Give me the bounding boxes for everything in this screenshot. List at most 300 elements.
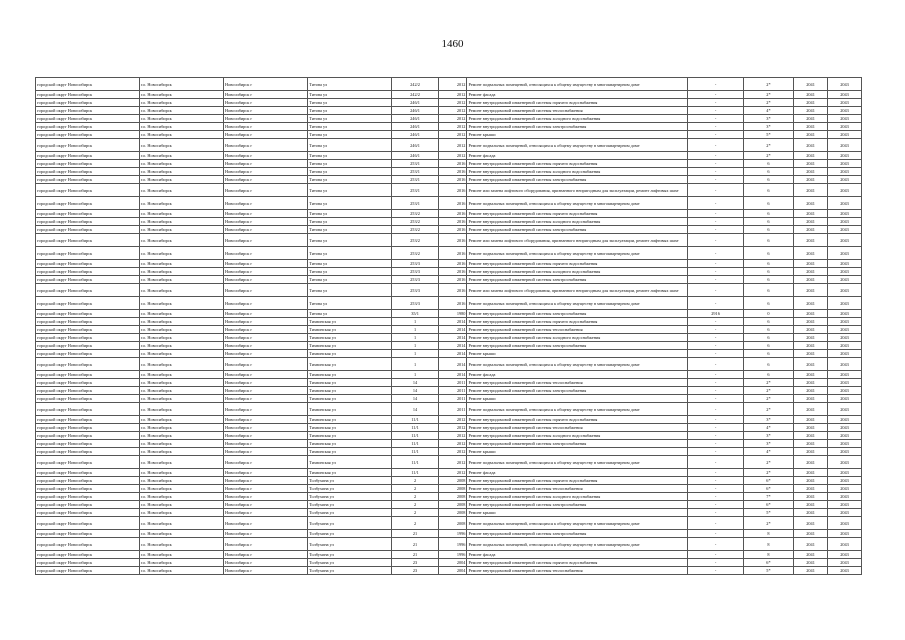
- cell-end-year: 2043: [828, 131, 862, 139]
- cell-locality: Новосибирск г: [223, 91, 307, 99]
- cell-municipality: г.о. Новосибирск: [139, 387, 223, 395]
- cell-end-year: 2043: [828, 517, 862, 530]
- cell-work-type: Ремонт крыши: [467, 350, 688, 358]
- cell-municipality: г.о. Новосибирск: [139, 358, 223, 371]
- cell-amount: -: [688, 485, 743, 493]
- table-row: [36, 342, 862, 350]
- cell-locality: Новосибирск г: [223, 448, 307, 456]
- cell-district: городской округ Новосибирск: [36, 551, 140, 559]
- cell-street: Титова ул: [308, 91, 392, 99]
- cell-amount: -: [688, 160, 743, 168]
- cell-house: 253/2: [392, 234, 438, 247]
- cell-locality: Новосибирск г: [223, 517, 307, 530]
- cell-house: 14: [392, 395, 438, 403]
- cell-locality: Новосибирск г: [223, 234, 307, 247]
- cell-work-type: Ремонт подвальных помещений, относящихся к общему имуществу в многоквартирном доме: [467, 197, 688, 210]
- cell-mark: 6: [743, 371, 793, 379]
- cell-work-type: Ремонт внутридомовой инженерной системы холодного водоснабжения: [467, 268, 688, 276]
- cell-street: Тихвинская ул: [308, 469, 392, 477]
- cell-work-type: Ремонт внутридомовой инженерной системы электроснабжения: [467, 226, 688, 234]
- cell-street: Титова ул: [308, 176, 392, 184]
- cell-year: 2011: [438, 379, 467, 387]
- cell-end-year: 2043: [828, 501, 862, 509]
- table-row: [36, 379, 862, 387]
- cell-start-year: 2041: [794, 91, 828, 99]
- cell-locality: Новосибирск г: [223, 456, 307, 469]
- cell-work-type: Ремонт внутридомовой инженерной системы горячего водоснабжения: [467, 260, 688, 268]
- cell-district: городской округ Новосибирск: [36, 424, 140, 432]
- cell-house: 1: [392, 358, 438, 371]
- cell-house: 23: [392, 559, 438, 567]
- cell-amount: -: [688, 234, 743, 247]
- table-row: [36, 448, 862, 456]
- cell-district: городской округ Новосибирск: [36, 91, 140, 99]
- cell-mark: 2*: [743, 91, 793, 99]
- cell-year: 1996: [438, 538, 467, 551]
- cell-start-year: 2041: [794, 247, 828, 260]
- cell-mark: 0: [743, 310, 793, 318]
- cell-district: городской округ Новосибирск: [36, 358, 140, 371]
- cell-year: 2016: [438, 197, 467, 210]
- cell-start-year: 2041: [794, 432, 828, 440]
- cell-district: городской округ Новосибирск: [36, 379, 140, 387]
- cell-year: 2008: [438, 477, 467, 485]
- cell-work-type: Ремонт внутридомовой инженерной системы электроснабжения: [467, 530, 688, 538]
- cell-house: 253/3: [392, 284, 438, 297]
- cell-street: Тихвинская ул: [308, 424, 392, 432]
- cell-district: городской округ Новосибирск: [36, 334, 140, 342]
- cell-work-type: Ремонт подвальных помещений, относящихся к общему имуществу в многоквартирном доме: [467, 517, 688, 530]
- table-row: [36, 538, 862, 551]
- cell-start-year: 2041: [794, 358, 828, 371]
- cell-house: 1: [392, 318, 438, 326]
- cell-locality: Новосибирск г: [223, 131, 307, 139]
- cell-street: Титова ул: [308, 284, 392, 297]
- cell-start-year: 2041: [794, 379, 828, 387]
- cell-district: городской округ Новосибирск: [36, 168, 140, 176]
- cell-house: 246/1: [392, 152, 438, 160]
- cell-year: 2014: [438, 350, 467, 358]
- cell-start-year: 2041: [794, 485, 828, 493]
- cell-start-year: 2041: [794, 530, 828, 538]
- cell-mark: 6*: [743, 501, 793, 509]
- cell-municipality: г.о. Новосибирск: [139, 115, 223, 123]
- cell-amount: -: [688, 123, 743, 131]
- cell-municipality: г.о. Новосибирск: [139, 432, 223, 440]
- cell-municipality: г.о. Новосибирск: [139, 123, 223, 131]
- cell-mark: 6: [743, 168, 793, 176]
- cell-end-year: 2043: [828, 139, 862, 152]
- cell-locality: Новосибирск г: [223, 284, 307, 297]
- cell-street: Тихвинская ул: [308, 350, 392, 358]
- table-row: [36, 551, 862, 559]
- cell-municipality: г.о. Новосибирск: [139, 160, 223, 168]
- cell-mark: 6: [743, 350, 793, 358]
- cell-municipality: г.о. Новосибирск: [139, 176, 223, 184]
- cell-street: Титова ул: [308, 115, 392, 123]
- cell-house: 2: [392, 477, 438, 485]
- cell-mark: 2*: [743, 395, 793, 403]
- cell-end-year: 2043: [828, 416, 862, 424]
- cell-mark: 8: [743, 530, 793, 538]
- cell-municipality: г.о. Новосибирск: [139, 131, 223, 139]
- cell-year: 2014: [438, 326, 467, 334]
- cell-municipality: г.о. Новосибирск: [139, 210, 223, 218]
- cell-municipality: г.о. Новосибирск: [139, 197, 223, 210]
- cell-municipality: г.о. Новосибирск: [139, 403, 223, 416]
- cell-year: 2012: [438, 123, 467, 131]
- cell-work-type: Ремонт фасада: [467, 469, 688, 477]
- cell-amount: -: [688, 107, 743, 115]
- cell-district: городской округ Новосибирск: [36, 432, 140, 440]
- cell-municipality: г.о. Новосибирск: [139, 469, 223, 477]
- cell-work-type: Ремонт внутридомовой инженерной системы электроснабжения: [467, 310, 688, 318]
- cell-amount: -: [688, 197, 743, 210]
- cell-year: 2012: [438, 456, 467, 469]
- cell-street: Тихвинская ул: [308, 379, 392, 387]
- cell-house: 246/1: [392, 139, 438, 152]
- table-row: [36, 424, 862, 432]
- table-row: [36, 139, 862, 152]
- cell-start-year: 2041: [794, 139, 828, 152]
- cell-street: Титова ул: [308, 160, 392, 168]
- cell-amount: -: [688, 152, 743, 160]
- cell-street: Тихвинская ул: [308, 358, 392, 371]
- cell-end-year: 2043: [828, 184, 862, 197]
- cell-street: Тихвинская ул: [308, 416, 392, 424]
- cell-start-year: 2041: [794, 326, 828, 334]
- cell-end-year: 2043: [828, 477, 862, 485]
- cell-street: Титова ул: [308, 99, 392, 107]
- cell-year: 2016: [438, 184, 467, 197]
- cell-district: городской округ Новосибирск: [36, 284, 140, 297]
- cell-house: 242/2: [392, 78, 438, 91]
- cell-start-year: 2041: [794, 226, 828, 234]
- cell-mark: 2*: [743, 387, 793, 395]
- cell-start-year: 2041: [794, 517, 828, 530]
- cell-locality: Новосибирск г: [223, 78, 307, 91]
- cell-work-type: Ремонт крыши: [467, 448, 688, 456]
- cell-year: 2016: [438, 234, 467, 247]
- cell-year: 2016: [438, 276, 467, 284]
- cell-mark: 2*: [743, 139, 793, 152]
- cell-amount: -: [688, 115, 743, 123]
- cell-locality: Новосибирск г: [223, 477, 307, 485]
- cell-end-year: 2043: [828, 538, 862, 551]
- cell-house: 1: [392, 334, 438, 342]
- cell-house: 35/1: [392, 310, 438, 318]
- cell-end-year: 2043: [828, 260, 862, 268]
- cell-locality: Новосибирск г: [223, 387, 307, 395]
- cell-year: 2016: [438, 168, 467, 176]
- cell-municipality: г.о. Новосибирск: [139, 456, 223, 469]
- cell-locality: Новосибирск г: [223, 469, 307, 477]
- cell-end-year: 2043: [828, 297, 862, 310]
- cell-house: 246/1: [392, 107, 438, 115]
- cell-end-year: 2043: [828, 342, 862, 350]
- cell-street: Толбухина ул: [308, 501, 392, 509]
- cell-start-year: 2041: [794, 477, 828, 485]
- table-row: [36, 371, 862, 379]
- cell-start-year: 2041: [794, 168, 828, 176]
- cell-locality: Новосибирск г: [223, 416, 307, 424]
- cell-work-type: Ремонт внутридомовой инженерной системы электроснабжения: [467, 387, 688, 395]
- cell-mark: 4*: [743, 107, 793, 115]
- cell-district: городской округ Новосибирск: [36, 403, 140, 416]
- cell-locality: Новосибирск г: [223, 501, 307, 509]
- cell-street: Тихвинская ул: [308, 440, 392, 448]
- cell-end-year: 2043: [828, 268, 862, 276]
- cell-end-year: 2043: [828, 448, 862, 456]
- cell-locality: Новосибирск г: [223, 559, 307, 567]
- cell-street: Титова ул: [308, 218, 392, 226]
- cell-municipality: г.о. Новосибирск: [139, 226, 223, 234]
- cell-district: городской округ Новосибирск: [36, 99, 140, 107]
- cell-mark: 6: [743, 160, 793, 168]
- cell-street: Титова ул: [308, 276, 392, 284]
- cell-house: 21: [392, 551, 438, 559]
- table-row: [36, 485, 862, 493]
- cell-amount: -: [688, 424, 743, 432]
- cell-start-year: 2041: [794, 218, 828, 226]
- cell-amount: -: [688, 448, 743, 456]
- cell-end-year: 2043: [828, 350, 862, 358]
- cell-end-year: 2043: [828, 371, 862, 379]
- cell-locality: Новосибирск г: [223, 184, 307, 197]
- cell-amount: -: [688, 334, 743, 342]
- cell-year: 2011: [438, 395, 467, 403]
- cell-work-type: Ремонт подвальных помещений, относящихся к общему имуществу в многоквартирном доме: [467, 297, 688, 310]
- cell-street: Титова ул: [308, 297, 392, 310]
- cell-street: Тихвинская ул: [308, 342, 392, 350]
- cell-start-year: 2041: [794, 197, 828, 210]
- cell-locality: Новосибирск г: [223, 247, 307, 260]
- table-row: [36, 432, 862, 440]
- cell-work-type: Ремонт крыши: [467, 131, 688, 139]
- cell-house: 1: [392, 342, 438, 350]
- cell-amount: -: [688, 91, 743, 99]
- cell-start-year: 2041: [794, 284, 828, 297]
- cell-locality: Новосибирск г: [223, 424, 307, 432]
- cell-house: 11/1: [392, 432, 438, 440]
- cell-house: 21: [392, 530, 438, 538]
- cell-municipality: г.о. Новосибирск: [139, 517, 223, 530]
- table-row: [36, 210, 862, 218]
- cell-street: Толбухина ул: [308, 559, 392, 567]
- cell-end-year: 2043: [828, 334, 862, 342]
- cell-year: 2016: [438, 297, 467, 310]
- cell-amount: -: [688, 379, 743, 387]
- cell-amount: -: [688, 551, 743, 559]
- cell-end-year: 2043: [828, 509, 862, 517]
- cell-end-year: 2043: [828, 379, 862, 387]
- cell-work-type: Ремонт внутридомовой инженерной системы холодного водоснабжения: [467, 493, 688, 501]
- cell-end-year: 2043: [828, 226, 862, 234]
- cell-municipality: г.о. Новосибирск: [139, 551, 223, 559]
- cell-work-type: Ремонт внутридомовой инженерной системы холодного водоснабжения: [467, 334, 688, 342]
- cell-house: 11/1: [392, 416, 438, 424]
- table-row: [36, 78, 862, 91]
- cell-mark: 6: [743, 176, 793, 184]
- cell-street: Титова ул: [308, 123, 392, 131]
- cell-work-type: Ремонт фасада: [467, 152, 688, 160]
- cell-street: Тихвинская ул: [308, 387, 392, 395]
- cell-work-type: Ремонт внутридомовой инженерной системы горячего водоснабжения: [467, 477, 688, 485]
- cell-year: 2016: [438, 176, 467, 184]
- cell-amount: -: [688, 538, 743, 551]
- cell-start-year: 2041: [794, 107, 828, 115]
- table-row: [36, 403, 862, 416]
- cell-municipality: г.о. Новосибирск: [139, 91, 223, 99]
- cell-district: городской округ Новосибирск: [36, 210, 140, 218]
- cell-start-year: 2041: [794, 387, 828, 395]
- cell-mark: 4*: [743, 448, 793, 456]
- cell-street: Титова ул: [308, 210, 392, 218]
- cell-amount: -: [688, 99, 743, 107]
- cell-end-year: 2043: [828, 284, 862, 297]
- cell-district: городской округ Новосибирск: [36, 416, 140, 424]
- cell-street: Тихвинская ул: [308, 334, 392, 342]
- cell-amount: -: [688, 284, 743, 297]
- cell-year: 2012: [438, 448, 467, 456]
- cell-house: 253/1: [392, 184, 438, 197]
- cell-amount: -: [688, 318, 743, 326]
- cell-municipality: г.о. Новосибирск: [139, 424, 223, 432]
- cell-mark: 6: [743, 260, 793, 268]
- cell-locality: Новосибирск г: [223, 226, 307, 234]
- table-row: [36, 493, 862, 501]
- cell-municipality: г.о. Новосибирск: [139, 493, 223, 501]
- cell-locality: Новосибирск г: [223, 432, 307, 440]
- cell-municipality: г.о. Новосибирск: [139, 260, 223, 268]
- table-row: [36, 350, 862, 358]
- table-row: [36, 559, 862, 567]
- cell-work-type: Ремонт внутридомовой инженерной системы теплоснабжения: [467, 107, 688, 115]
- cell-year: 2012: [438, 139, 467, 152]
- cell-district: городской округ Новосибирск: [36, 247, 140, 260]
- cell-district: городской округ Новосибирск: [36, 176, 140, 184]
- cell-locality: Новосибирск г: [223, 210, 307, 218]
- cell-amount: 2916: [688, 310, 743, 318]
- cell-amount: -: [688, 342, 743, 350]
- table-row: [36, 395, 862, 403]
- cell-end-year: 2043: [828, 234, 862, 247]
- cell-start-year: 2041: [794, 440, 828, 448]
- cell-municipality: г.о. Новосибирск: [139, 318, 223, 326]
- cell-work-type: Ремонт внутридомовой инженерной системы электроснабжения: [467, 123, 688, 131]
- cell-street: Толбухина ул: [308, 493, 392, 501]
- cell-work-type: Ремонт фасада: [467, 91, 688, 99]
- cell-mark: 2*: [743, 379, 793, 387]
- cell-year: 2008: [438, 509, 467, 517]
- cell-start-year: 2041: [794, 176, 828, 184]
- cell-year: 1996: [438, 530, 467, 538]
- cell-start-year: 2041: [794, 78, 828, 91]
- table-row: [36, 268, 862, 276]
- cell-mark: 5*: [743, 567, 793, 575]
- cell-mark: 7*: [743, 493, 793, 501]
- cell-house: 14: [392, 403, 438, 416]
- cell-house: 253/2: [392, 226, 438, 234]
- cell-district: городской округ Новосибирск: [36, 234, 140, 247]
- cell-mark: 6: [743, 210, 793, 218]
- cell-street: Титова ул: [308, 247, 392, 260]
- cell-house: 23: [392, 567, 438, 575]
- cell-district: городской округ Новосибирск: [36, 197, 140, 210]
- cell-locality: Новосибирск г: [223, 440, 307, 448]
- cell-end-year: 2043: [828, 310, 862, 318]
- cell-mark: 6: [743, 234, 793, 247]
- cell-locality: Новосибирск г: [223, 176, 307, 184]
- cell-work-type: Ремонт внутридомовой инженерной системы электроснабжения: [467, 176, 688, 184]
- cell-municipality: г.о. Новосибирск: [139, 530, 223, 538]
- cell-locality: Новосибирск г: [223, 268, 307, 276]
- table-row: [36, 260, 862, 268]
- cell-work-type: Ремонт внутридомовой инженерной системы холодного водоснабжения: [467, 168, 688, 176]
- cell-work-type: Ремонт подвальных помещений, относящихся к общему имуществу в многоквартирном доме: [467, 358, 688, 371]
- table-row: [36, 477, 862, 485]
- cell-locality: Новосибирск г: [223, 551, 307, 559]
- cell-year: 2008: [438, 493, 467, 501]
- cell-locality: Новосибирск г: [223, 538, 307, 551]
- cell-amount: -: [688, 403, 743, 416]
- cell-house: 253/2: [392, 247, 438, 260]
- cell-house: 253/1: [392, 160, 438, 168]
- cell-district: городской округ Новосибирск: [36, 538, 140, 551]
- cell-locality: Новосибирск г: [223, 485, 307, 493]
- cell-start-year: 2041: [794, 493, 828, 501]
- cell-start-year: 2041: [794, 538, 828, 551]
- cell-start-year: 2041: [794, 371, 828, 379]
- cell-start-year: 2041: [794, 342, 828, 350]
- cell-work-type: Ремонт или замена лифтового оборудования, признанного непригодным для эксплуатации, ремонт лифтовых шахт: [467, 284, 688, 297]
- cell-district: городской округ Новосибирск: [36, 493, 140, 501]
- cell-amount: -: [688, 559, 743, 567]
- cell-municipality: г.о. Новосибирск: [139, 78, 223, 91]
- cell-district: городской округ Новосибирск: [36, 139, 140, 152]
- table-row: [36, 284, 862, 297]
- cell-municipality: г.о. Новосибирск: [139, 416, 223, 424]
- cell-start-year: 2041: [794, 448, 828, 456]
- cell-district: городской округ Новосибирск: [36, 318, 140, 326]
- cell-amount: -: [688, 501, 743, 509]
- cell-amount: -: [688, 168, 743, 176]
- cell-municipality: г.о. Новосибирск: [139, 99, 223, 107]
- cell-locality: Новосибирск г: [223, 509, 307, 517]
- cell-locality: Новосибирск г: [223, 350, 307, 358]
- cell-locality: Новосибирск г: [223, 326, 307, 334]
- cell-municipality: г.о. Новосибирск: [139, 152, 223, 160]
- cell-locality: Новосибирск г: [223, 342, 307, 350]
- cell-end-year: 2043: [828, 387, 862, 395]
- cell-amount: -: [688, 350, 743, 358]
- cell-amount: -: [688, 268, 743, 276]
- cell-mark: 6*: [743, 477, 793, 485]
- cell-locality: Новосибирск г: [223, 276, 307, 284]
- cell-locality: Новосибирск г: [223, 123, 307, 131]
- cell-end-year: 2043: [828, 91, 862, 99]
- cell-year: 2012: [438, 152, 467, 160]
- table-row: [36, 501, 862, 509]
- cell-year: 1996: [438, 551, 467, 559]
- cell-work-type: Ремонт внутридомовой инженерной системы теплоснабжения: [467, 326, 688, 334]
- cell-year: 2012: [438, 469, 467, 477]
- table-row: [36, 247, 862, 260]
- cell-district: городской округ Новосибирск: [36, 160, 140, 168]
- cell-district: городской округ Новосибирск: [36, 501, 140, 509]
- cell-mark: 8: [743, 538, 793, 551]
- cell-end-year: 2043: [828, 115, 862, 123]
